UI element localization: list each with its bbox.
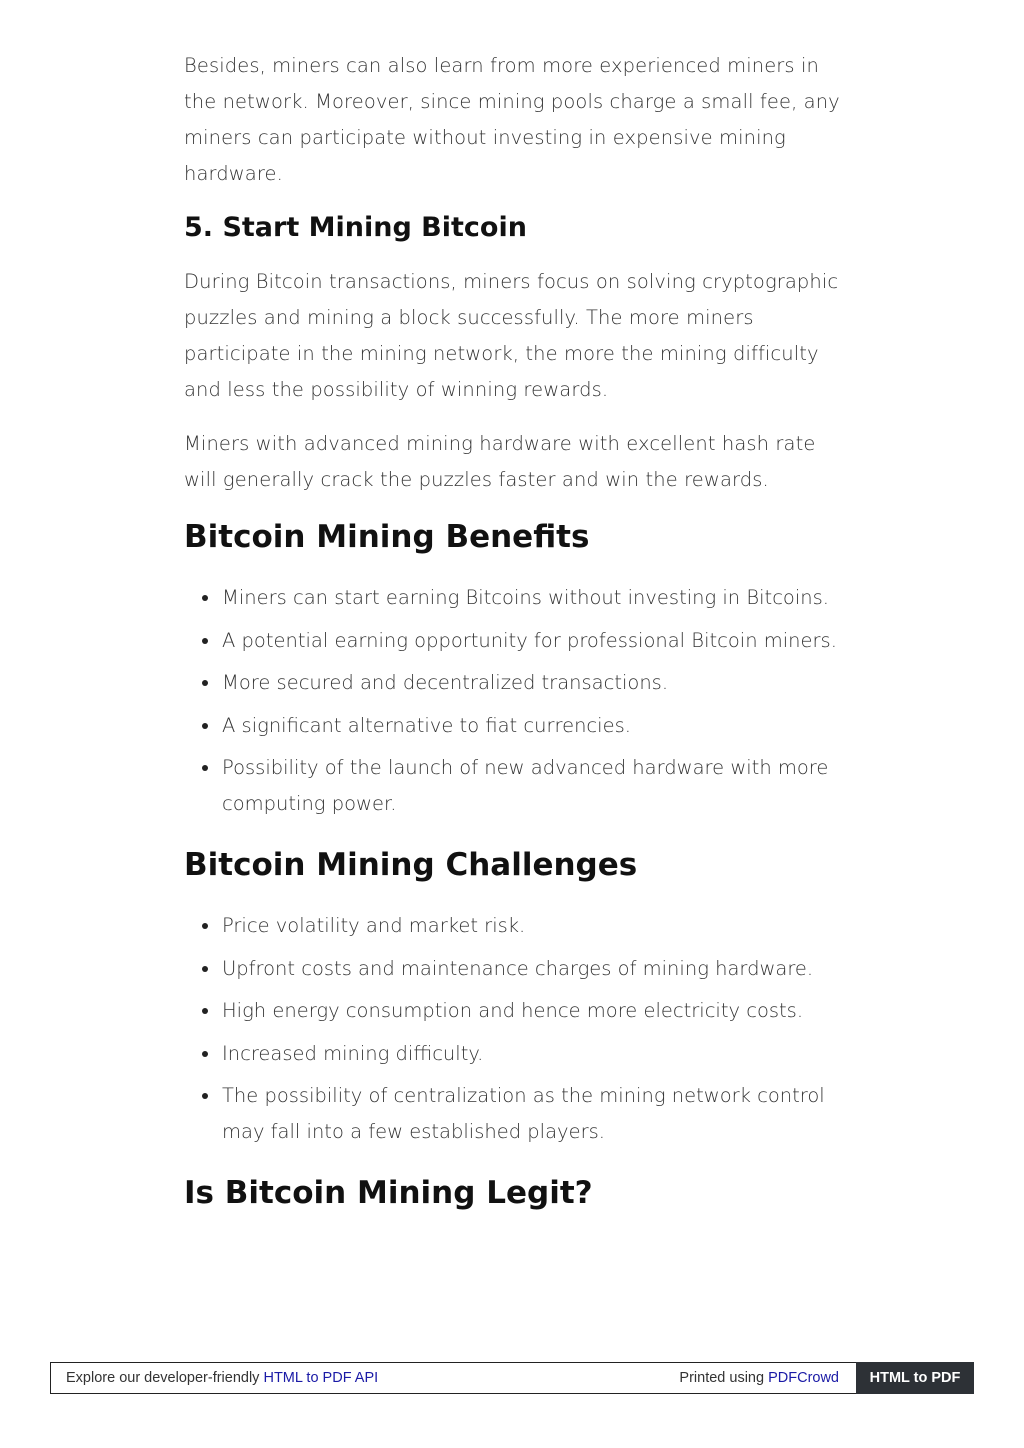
footer-printed [679,1370,839,1386]
challenges-list [184,908,844,1150]
step5-paragraph-1: During Bitcoin transactions, miners focus on solving cryptographic puzzles and mining a block successfully. The more miners participate in the mining network, the more the mining difficulty and less the possibility of winning rewards. [184,270,839,401]
footer-explore-text: Explore our developer-friendly [66,1370,264,1386]
list-item: A significant alternative to fiat currencies. [222,708,844,744]
list-item: More secured and decentralized transactions. [222,665,844,701]
step5-heading: 5. Start Mining Bitcoin [184,212,527,243]
footer-printed-text: Printed using [679,1370,769,1386]
benefits-heading: Bitcoin Mining Benefits [184,519,590,555]
list-item: High energy consumption and hence more electricity costs. [222,993,844,1029]
list-item: Miners can start earning Bitcoins without investing in Bitcoins. [222,580,844,616]
list-item: A potential earning opportunity for professional Bitcoin miners. [222,623,844,659]
list-item: Price volatility and market risk. [222,908,844,944]
legit-heading: Is Bitcoin Mining Legit? [184,1175,593,1211]
step5-paragraph-2: Miners with advanced mining hardware with excellent hash rate will generally crack the puzzles faster and win the rewards. [184,432,816,491]
challenges-heading: Bitcoin Mining Challenges [184,847,638,883]
list-item: Increased mining difficulty. [222,1036,844,1072]
list-item: Possibility of the launch of new advanced hardware with more computing power. [222,750,844,822]
article-content [184,48,844,1236]
pdfcrowd-link[interactable]: PDFCrowd [768,1370,839,1386]
html-to-pdf-badge[interactable]: HTML to PDF [856,1362,974,1394]
footer-explore [66,1370,378,1386]
html-to-pdf-api-link[interactable]: HTML to PDF API [263,1370,379,1386]
pdf-footer-bar [50,1362,974,1394]
intro-paragraph: Besides, miners can also learn from more experienced miners in the network. Moreover, since mining pools charge a small fee, any miners can participate without investing in expensive mining hardware. [184,54,840,185]
list-item: The possibility of centralization as the mining network control may fall into a few established players. [222,1078,844,1150]
list-item: Upfront costs and maintenance charges of mining hardware. [222,951,844,987]
benefits-list [184,580,844,822]
